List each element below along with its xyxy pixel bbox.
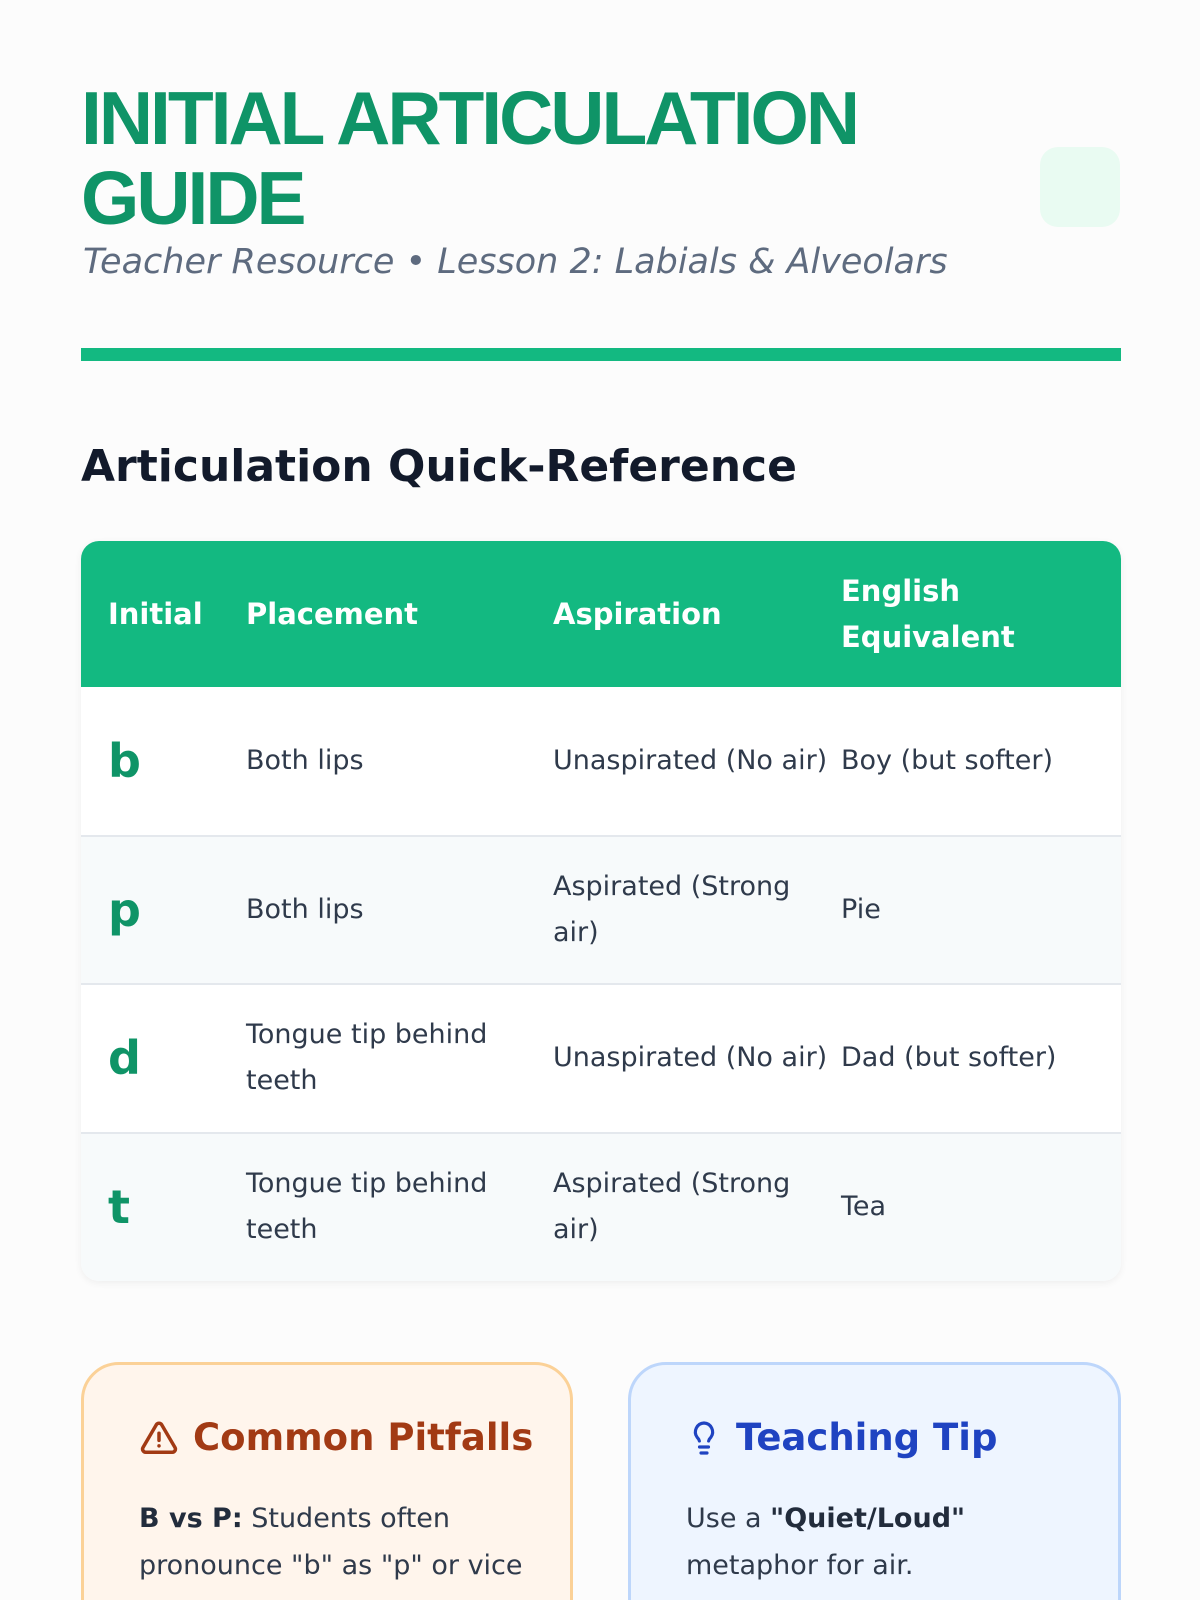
articulation-table-card (81, 541, 1121, 1281)
tip-title: Teaching Tip (736, 1416, 998, 1459)
lightbulb-icon (686, 1418, 736, 1458)
aspiration-cell: Aspirated (Strong air) (553, 1168, 791, 1246)
pitfalls-lead: B vs P: (139, 1503, 243, 1534)
table-row (81, 687, 1121, 836)
placement-cell: Both lips (246, 744, 364, 776)
column-header-initial: Initial (108, 597, 203, 631)
tip-text-before: Use a (686, 1503, 771, 1534)
table-row (81, 1133, 1121, 1282)
table-header-row (81, 541, 1121, 687)
initial-cell: p (108, 882, 141, 937)
tip-text-after: metaphor for air. (686, 1550, 914, 1581)
english-equivalent-cell: Dad (but softer) (841, 1042, 1057, 1074)
aspiration-cell: Aspirated (Strong air) (553, 870, 791, 948)
placement-cell: Tongue tip behind teeth (246, 1019, 488, 1097)
initial-cell: t (108, 1180, 130, 1235)
pitfalls-callout (81, 1362, 573, 1600)
teaching-tip-callout (628, 1362, 1121, 1600)
column-header-placement: Placement (246, 597, 419, 631)
page-subtitle: Teacher Resource • Lesson 2: Labials & Alveolars (83, 242, 948, 282)
pitfalls-title: Common Pitfalls (193, 1416, 534, 1459)
tip-emphasis: "Quiet/Loud" (770, 1503, 966, 1534)
table-row (81, 984, 1121, 1133)
tip-body (686, 1495, 1086, 1589)
initial-cell: b (108, 733, 141, 788)
section-title: Articulation Quick-Reference (81, 441, 797, 492)
initial-cell: d (108, 1031, 141, 1086)
pitfalls-text: Students often pronounce "b" as "p" or vice (139, 1503, 523, 1581)
table-row (81, 836, 1121, 985)
english-equivalent-cell: Boy (but softer) (841, 744, 1054, 776)
pitfalls-header (139, 1415, 533, 1461)
placement-cell: Tongue tip behind teeth (246, 1168, 488, 1246)
column-header-aspiration: Aspiration (553, 597, 722, 631)
decorative-square (1040, 147, 1120, 227)
articulation-table (81, 541, 1121, 1281)
tip-header (686, 1415, 997, 1461)
pitfalls-body (139, 1495, 539, 1589)
header-divider (81, 348, 1121, 361)
aspiration-cell: Unaspirated (No air) (553, 744, 828, 776)
warning-icon (139, 1419, 193, 1457)
placement-cell: Both lips (246, 893, 364, 925)
aspiration-cell: Unaspirated (No air) (553, 1042, 828, 1074)
english-equivalent-cell: Tea (841, 1191, 887, 1223)
column-header-english-equivalent: English Equivalent (841, 574, 1015, 654)
page-title: INITIAL ARTICULATION GUIDE (81, 76, 858, 240)
english-equivalent-cell: Pie (841, 893, 881, 925)
